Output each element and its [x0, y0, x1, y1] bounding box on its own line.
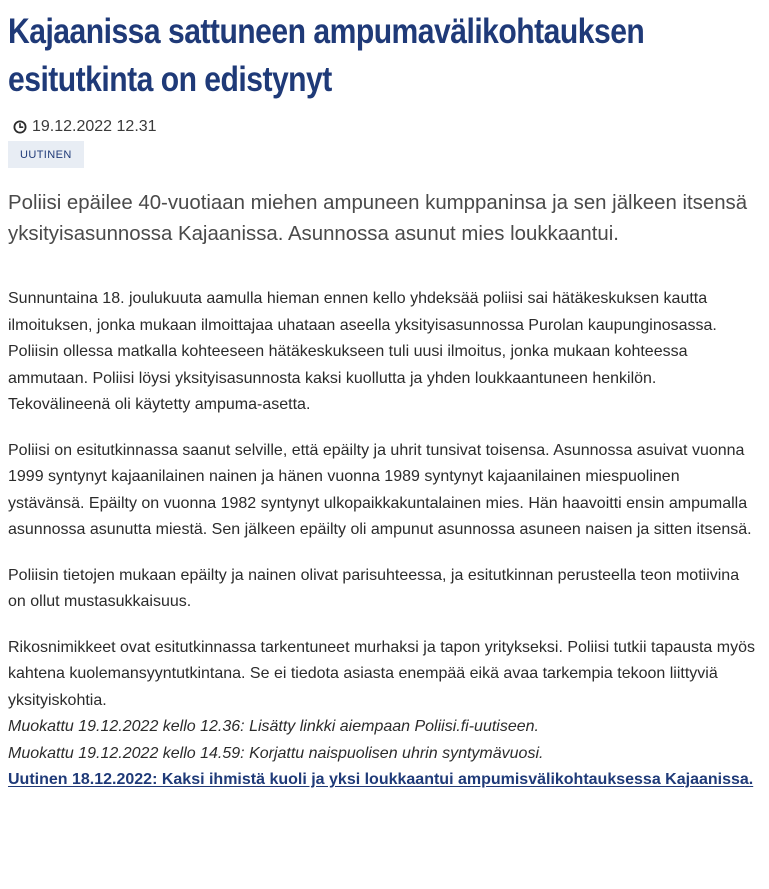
article-paragraph: Poliisi on esitutkinnassa saanut selville, että epäilty ja uhrit tunsivat toisensa. Asunnossa asuivat vuonna 1999 syntynyt kajaanilainen nainen ja hänen vuonna 1989 syntynyt kajaanilainen miespuolinen ystävänsä. Epäilty on vuonna 1982 syntynyt ulkopaikkakuntalainen mies. Hän haavoitti ensin ampumalla asunnossa asunutta miestä. Sen jälkeen epäilty oli ampunut asunnossa asuneen naisen ja sitten itsensä. — [8, 441, 752, 538]
category-tag[interactable]: UUTINEN — [8, 141, 84, 168]
related-news-link[interactable]: Uutinen 18.12.2022: Kaksi ihmistä kuoli ja yksi loukkaantui ampumisvälikohtauksessa Kajaanissa. — [8, 771, 754, 788]
edit-note: Muokattu 19.12.2022 kello 12.36: Lisätty linkki aiempaan Poliisi.fi-uutiseen. — [8, 718, 539, 735]
clock-icon — [12, 119, 28, 135]
publish-date: 19.12.2022 12.31 — [32, 118, 157, 135]
article-lead: Poliisi epäilee 40-vuotiaan miehen ampuneen kumppaninsa ja sen jälkeen itsensä yksityisasunnossa Kajaanissa. Asunnossa asunut mies loukkaantui. — [8, 192, 748, 245]
edit-note: Muokattu 19.12.2022 kello 14.59: Korjattu naispuolisen uhrin syntymävuosi. — [8, 744, 544, 762]
news-article — [8, 0, 760, 794]
publish-meta — [8, 116, 760, 138]
article-headline: Kajaanissa sattuneen ampumavälikohtauksen esitutkinta on edistynyt — [8, 12, 645, 99]
article-paragraph: Rikosnimikkeet ovat esitutkinnassa tarkentuneet murhaksi ja tapon yritykseksi. Poliisi tutkii tapausta myös kahtena kuolemansyyntutkintana. Se ei tiedota asiasta enempää eikä avaa tarkempia tekoon liittyviä yksityiskohtia. — [8, 638, 755, 709]
article-paragraph: Sunnuntaina 18. joulukuuta aamulla hieman ennen kello yhdeksää poliisi sai hätäkeskuksen kautta ilmoituksen, jonka mukaan ilmoittajaa uhataan aseella yksityisasunnossa Purolan kaupunginosassa. Poliisin ollessa matkalla kohteeseen hätäkeskukseen tuli uusi ilmoitus, jonka mukaan kohteessa ammutaan. Poliisi löysi yksityisasunnosta kaksi kuollutta ja yhden loukkaantuneen henkilön. Tekovälineenä oli käytetty ampuma-asetta. — [8, 290, 717, 413]
article-paragraph: Poliisin tietojen mukaan epäilty ja nainen olivat parisuhteessa, ja esitutkinnan perusteella teon motiivina on ollut mustasukkaisuus. — [8, 566, 740, 610]
